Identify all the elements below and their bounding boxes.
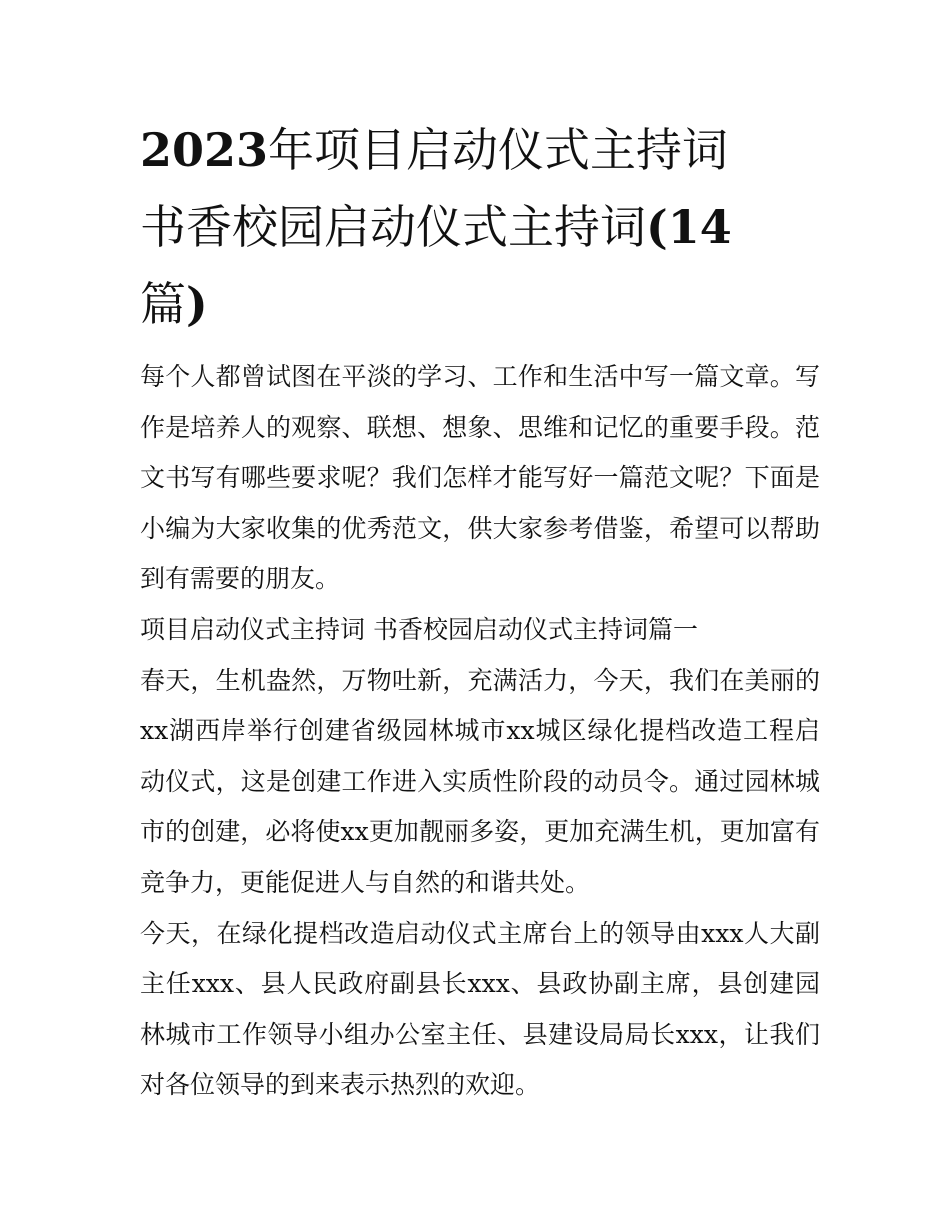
title-count-open: (14 — [646, 200, 732, 254]
title-year: 2023 — [140, 123, 269, 177]
document-body — [140, 352, 820, 1111]
title-line2-text: 书香校园启动仪式主持词 — [140, 200, 646, 254]
paragraph-leaders: 今天，在绿化提档改造启动仪式主席台上的领导由xxx人大副主任xxx、县人民政府副县长xxx、县政协副主席，县创建园林城市工作领导小组办公室主任、县建设局局长xxx，让我们对各位领导的到来表示热烈的欢迎。 — [140, 918, 820, 1100]
title-count-close: ) — [186, 277, 208, 331]
document-title — [140, 112, 820, 343]
title-line3-text: 篇 — [140, 277, 186, 331]
paragraph-section-heading: 项目启动仪式主持词 书香校园启动仪式主持词篇一 — [140, 614, 698, 644]
paragraph-intro: 每个人都曾试图在平淡的学习、工作和生活中写一篇文章。写作是培养人的观察、联想、想象、思维和记忆的重要手段。范文书写有哪些要求呢？我们怎样才能写好一篇范文呢？下面是小编为大家收集的优秀范文，供大家参考借鉴，希望可以帮助到有需要的朋友。 — [140, 362, 820, 594]
title-line1-text: 年项目启动仪式主持词 — [268, 123, 729, 177]
paragraph-spring: 春天，生机盎然，万物吐新，充满活力，今天，我们在美丽的xx湖西岸举行创建省级园林城市xx城区绿化提档改造工程启动仪式，这是创建工作进入实质性阶段的动员令。通过园林城市的创建，必将使xx更加靓丽多姿，更加充满生机，更加富有竞争力，更能促进人与自然的和谐共处。 — [140, 665, 820, 897]
